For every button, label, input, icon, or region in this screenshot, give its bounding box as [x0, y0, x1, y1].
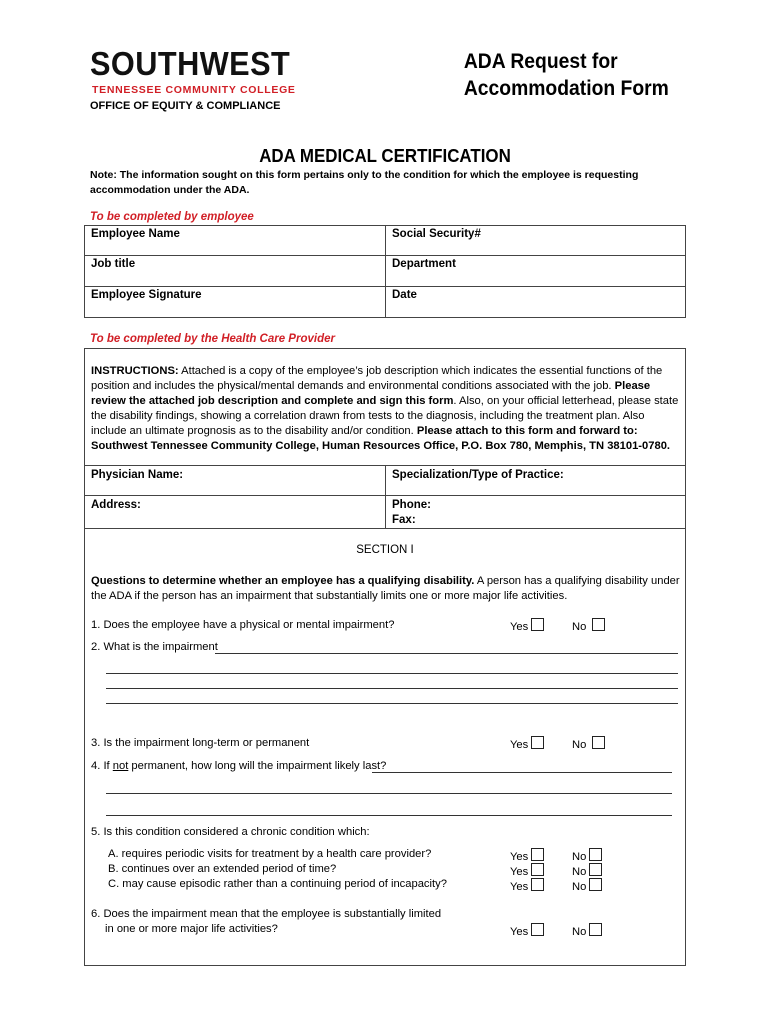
section-title: SECTION I	[356, 544, 414, 556]
checkbox[interactable]	[531, 863, 544, 876]
college-logo-wordmark: SOUTHWEST	[90, 45, 291, 82]
page-title: ADA MEDICAL CERTIFICATION	[259, 146, 511, 166]
q3-yes-option[interactable]: Yes	[510, 736, 544, 751]
q5a-yes-option[interactable]: Yes	[510, 848, 544, 863]
answer-line[interactable]	[106, 673, 678, 674]
job-title-field[interactable]: Job title	[85, 256, 386, 287]
checkbox[interactable]	[592, 618, 605, 631]
question-6-line2: in one or more major life activities?	[105, 923, 278, 935]
question-6-line1: 6. Does the impairment mean that the employee is substantially limited	[91, 908, 442, 920]
q1-yes-option[interactable]: Yes	[510, 618, 544, 633]
college-logo-subtitle: TENNESSEE COMMUNITY COLLEGE	[92, 84, 296, 96]
answer-line[interactable]	[106, 688, 678, 689]
q6-no-option[interactable]: No	[572, 923, 602, 938]
answer-line[interactable]	[106, 815, 672, 816]
q5c-yes-option[interactable]: Yes	[510, 878, 544, 893]
employee-section-label: To be completed by employee	[90, 211, 254, 223]
checkbox[interactable]	[589, 923, 602, 936]
q5c-no-option[interactable]: No	[572, 878, 602, 893]
date-field[interactable]: Date	[386, 287, 686, 318]
section-intro: Questions to determine whether an employee has a qualifying disability. A person has a qualifying disability under the ADA if the person has an impairment that substantially limits one or more major life activities.	[91, 575, 680, 602]
answer-line[interactable]	[215, 653, 678, 654]
employee-name-field[interactable]: Employee Name	[85, 226, 386, 256]
fax-field[interactable]: Fax:	[392, 514, 416, 526]
question-5: 5. Is this condition considered a chronic condition which:	[91, 826, 370, 838]
q5b-yes-option[interactable]: Yes	[510, 863, 544, 878]
checkbox[interactable]	[531, 878, 544, 891]
q6-yes-option[interactable]: Yes	[510, 923, 544, 938]
question-5c: C. may cause episodic rather than a continuing period of incapacity?	[108, 878, 447, 890]
employee-signature-field[interactable]: Employee Signature	[85, 287, 386, 318]
checkbox[interactable]	[531, 736, 544, 749]
document-title-line2: Accommodation Form	[463, 77, 669, 100]
checkbox[interactable]	[531, 923, 544, 936]
question-2: 2. What is the impairment	[91, 641, 218, 653]
office-name: OFFICE OF EQUITY & COMPLIANCE	[90, 100, 281, 112]
checkbox[interactable]	[589, 863, 602, 876]
employee-info-table	[84, 225, 686, 318]
divider	[84, 528, 686, 529]
address-field[interactable]: Address:	[91, 499, 141, 511]
q3-no-option[interactable]: No	[572, 736, 605, 751]
physician-name-field[interactable]: Physician Name:	[91, 469, 184, 481]
q5a-no-option[interactable]: No	[572, 848, 602, 863]
checkbox[interactable]	[589, 848, 602, 861]
document-title	[464, 48, 669, 102]
question-3: 3. Is the impairment long-term or permanent	[91, 737, 310, 749]
document-title-line1: ADA Request for	[463, 50, 618, 73]
instructions-text: INSTRUCTIONS: Attached is a copy of the employee’s job description which indicates the essential functions of the position and includes the physical/mental demands and environmental conditions associated with the job. Please review the attached job description and complete and sign this form. Also, on your official letterhead, please state the disability findings, showing a correlation drawn from tests to the diagnosis, including the treatment plan. Also include an ultimate prognosis as to the disability and/or condition. Please attach to this form and forward to: Southwest Tennessee Community College, Human Resources Office, P.O. Box 780, Memphis, TN 38101-0780.	[91, 365, 679, 452]
divider	[385, 465, 386, 528]
phone-field[interactable]: Phone:	[392, 499, 431, 511]
social-security-field[interactable]: Social Security#	[386, 226, 686, 256]
specialization-field[interactable]: Specialization/Type of Practice:	[392, 469, 564, 481]
question-4: 4. If not permanent, how long will the impairment likely last?	[91, 760, 387, 772]
question-5a: A. requires periodic visits for treatment by a health care provider?	[108, 848, 432, 860]
question-1: 1. Does the employee have a physical or mental impairment?	[91, 619, 395, 631]
checkbox[interactable]	[589, 878, 602, 891]
q5b-no-option[interactable]: No	[572, 863, 602, 878]
answer-line[interactable]	[106, 793, 672, 794]
q1-no-option[interactable]: No	[572, 618, 605, 633]
note-text: Note: The information sought on this form pertains only to the condition for which the employee is requesting accommodation under the ADA.	[90, 169, 639, 196]
question-5b: B. continues over an extended period of time?	[108, 863, 337, 875]
answer-line[interactable]	[106, 703, 678, 704]
provider-section-label: To be completed by the Health Care Provider	[90, 333, 335, 345]
answer-line[interactable]	[372, 772, 672, 773]
checkbox[interactable]	[531, 618, 544, 631]
checkbox[interactable]	[592, 736, 605, 749]
checkbox[interactable]	[531, 848, 544, 861]
department-field[interactable]: Department	[386, 256, 686, 287]
